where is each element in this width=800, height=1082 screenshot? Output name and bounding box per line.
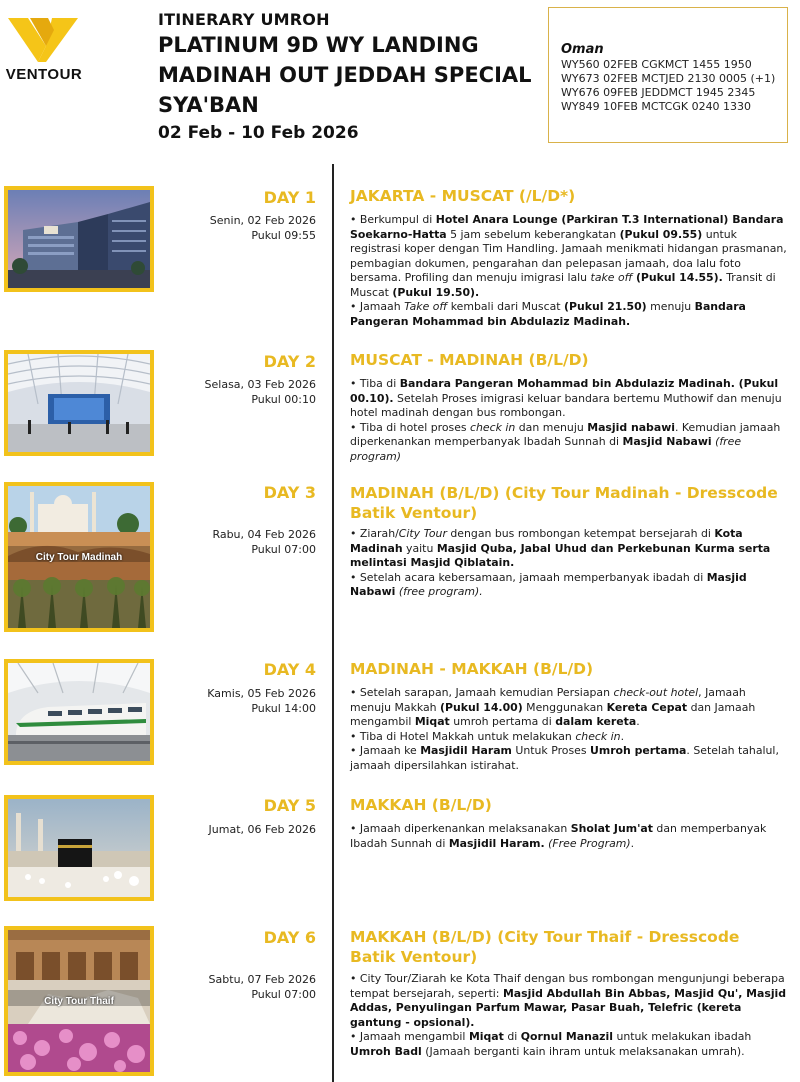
day-title: MAKKAH (B/L/D) (City Tour Thaif - Dresscode Batik Ventour)	[350, 928, 740, 966]
day-description	[350, 213, 790, 329]
flight-line: WY673 02FEB MCTJED 2130 0005 (+1)	[561, 72, 776, 85]
day-5-photo-masjidil-haram	[4, 795, 154, 901]
day-label: DAY 3	[263, 483, 316, 502]
day-4-photo-haramain-train	[4, 659, 154, 765]
photo-caption: City Tour Thaif	[44, 996, 114, 1007]
description-paragraph: • Tiba di Bandara Pangeran Mohammad bin Abdulaziz Madinah. (Pukul 00.10). Setelah Proses imigrasi keluar bandara bertemu Muthowif dan menuju hotel madinah dengan bus rombongan.	[350, 377, 782, 419]
day-date: Sabtu, 07 Feb 2026	[208, 973, 316, 986]
day-time: Pukul 07:00	[251, 543, 316, 556]
day-time: Pukul 09:55	[251, 229, 316, 242]
flight-line: WY849 10FEB MCTCGK 0240 1330	[561, 100, 752, 113]
day-2-photo-madinah-airport	[4, 350, 154, 456]
day-title: MAKKAH (B/L/D)	[350, 796, 492, 814]
day-date: Senin, 02 Feb 2026	[209, 214, 316, 227]
package-title-line-1: PLATINUM 9D WY LANDING	[158, 33, 479, 57]
day-date: Selasa, 03 Feb 2026	[204, 378, 316, 391]
day-description	[350, 527, 790, 600]
day-title: MADINAH - MAKKAH (B/L/D)	[350, 660, 594, 678]
day-label: DAY 1	[263, 188, 316, 207]
day-label: DAY 2	[263, 352, 316, 371]
day-description	[350, 822, 790, 851]
day-title: JAKARTA - MUSCAT (/L/D*)	[350, 187, 576, 205]
day-description	[350, 377, 790, 464]
ventour-logo	[4, 16, 84, 86]
day-label: DAY 5	[263, 796, 316, 815]
airline-name: Oman	[561, 42, 604, 57]
day-label: DAY 6	[263, 928, 316, 947]
day-date: Kamis, 05 Feb 2026	[207, 687, 316, 700]
description-paragraph: • City Tour/Ziarah ke Kota Thaif dengan bus rombongan mengunjungi beberapa tempat bersejarah, seperti: Masjid Abdullah Bin Abbas, Masjid Qu', Masjid Addas, Penyulingan Parfum Mawar, Pasar Buah, Telefric (kereta gantung - opsional).	[350, 972, 787, 1029]
description-paragraph: • Jamaah mengambil Miqat di Qornul Manazil untuk melakukan ibadah Umroh Badl (Jamaah berganti kain ihram untuk melaksanakan umrah).	[350, 1030, 752, 1058]
flight-line: WY560 02FEB CGKMCT 1455 1950	[561, 58, 752, 71]
description-paragraph: • Jamaah ke Masjidil Haram Untuk Proses Umroh pertama. Setelah tahalul, jamaah dipersilahkan istirahat.	[350, 744, 779, 772]
day-date: Rabu, 04 Feb 2026	[212, 528, 316, 541]
itinerary-label: ITINERARY UMROH	[158, 10, 330, 29]
package-title-line-2: MADINAH OUT JEDDAH SPECIAL	[158, 63, 532, 87]
description-paragraph: • Tiba di Hotel Makkah untuk melakukan check in.	[350, 729, 625, 743]
timeline-divider	[332, 164, 334, 1082]
day-date: Jumat, 06 Feb 2026	[208, 823, 316, 836]
day-time: Pukul 07:00	[251, 988, 316, 1001]
day-time: Pukul 14:00	[251, 702, 316, 715]
description-paragraph: • Setelah sarapan, Jamaah kemudian Persiapan check-out hotel, Jamaah menuju Makkah (Pukul 14.00) Menggunakan Kereta Cepat dan Jamaah mengambil Miqat umroh pertama di dalam kereta.	[350, 686, 756, 728]
flight-line: WY676 09FEB JEDDMCT 1945 2345	[561, 86, 756, 99]
travel-date-range: 02 Feb - 10 Feb 2026	[158, 123, 359, 143]
day-description	[350, 972, 790, 1059]
description-paragraph: • Jamaah Take off kembali dari Muscat (Pukul 21.50) menuju Bandara Pangeran Mohammad bin Abdulaziz Madinah.	[350, 300, 746, 328]
itinerary-header	[158, 10, 543, 143]
description-paragraph: • Setelah acara kebersamaan, jamaah memperbanyak ibadah di Masjid Nabawi (free program).	[350, 570, 747, 598]
ventour-v-icon	[8, 16, 80, 64]
description-paragraph: • Jamaah diperkenankan melaksanakan Sholat Jum'at dan memperbanyak Ibadah Sunnah di Masjidil Haram. (Free Program).	[350, 822, 767, 850]
description-paragraph: • Berkumpul di Hotel Anara Lounge (Parkiran T.3 International) Bandara Soekarno-Hatta 5 jam sebelum keberangkatan (Pukul 09.55) untuk registrasi koper dengan Tim Handling. Jamaah menikmati hidangan prasmanan, pembagian dokumen, pengarahan dan pelepasan jamaah, doa lalu foto bersama. Profiling dan menuju imigrasi lalu take off (Pukul 14.55). Transit di Muscat (Pukul 19.50).	[350, 213, 787, 299]
day-title: MUSCAT - MADINAH (B/L/D)	[350, 351, 589, 369]
flight-schedule-box	[548, 7, 788, 143]
description-paragraph: • Ziarah/City Tour dengan bus rombongan ketempat bersejarah di Kota Madinah yaitu Masjid Quba, Jabal Uhud dan Perkebunan Kurma serta melintasi Masjid Qiblatain.	[350, 527, 771, 569]
logo-text: VENTOUR	[5, 66, 83, 83]
day-3-photo-city-tour-madinah	[4, 482, 154, 632]
day-title: MADINAH (B/L/D) (City Tour Madinah - Dresscode Batik Ventour)	[350, 484, 778, 522]
day-description	[350, 686, 790, 773]
photo-caption: City Tour Madinah	[35, 552, 123, 563]
day-label: DAY 4	[263, 660, 316, 679]
day-1-photo-airport-lounge	[4, 186, 154, 292]
day-6-photo-city-tour-thaif	[4, 926, 154, 1076]
day-time: Pukul 00:10	[251, 393, 316, 406]
description-paragraph: • Tiba di hotel proses check in dan menuju Masjid nabawi. Kemudian jamaah diperkenankan memperbanyak Ibadah Sunnah di Masjid Nabawi (free program)	[350, 420, 781, 463]
package-title-line-3: SYA'BAN	[158, 93, 259, 117]
